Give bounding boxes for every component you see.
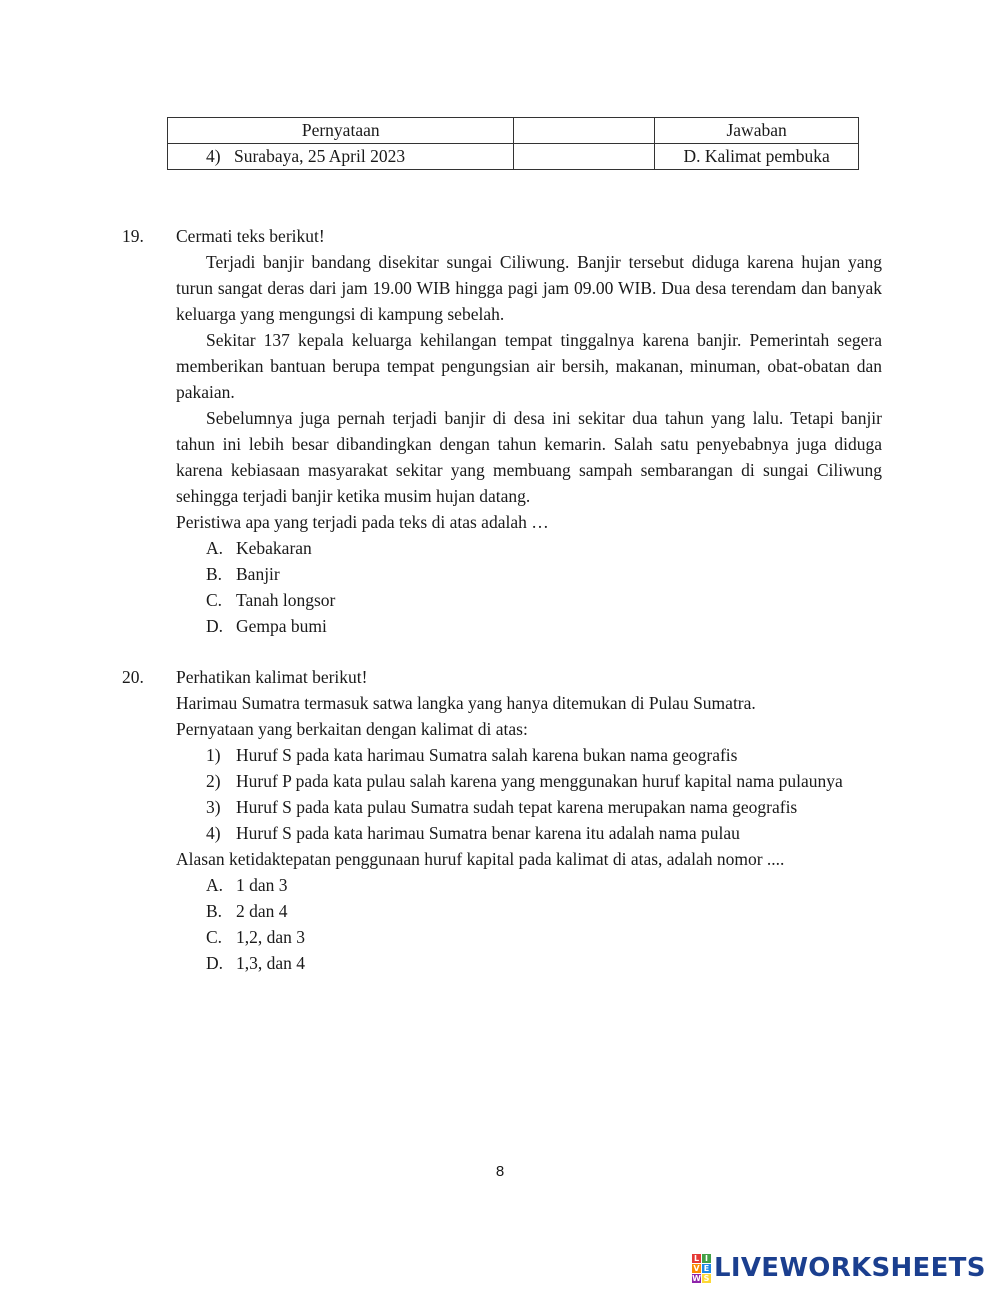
statement-label: 2) bbox=[206, 771, 221, 791]
question-number: 19. bbox=[122, 226, 144, 246]
question-prompt: Peristiwa apa yang terjadi pada teks di atas adalah … bbox=[176, 512, 549, 532]
option-label: D. bbox=[206, 616, 224, 636]
table-cell-answer-slot[interactable] bbox=[514, 144, 655, 170]
option-text: Gempa bumi bbox=[236, 616, 327, 636]
question-intro: Perhatikan kalimat berikut! bbox=[176, 667, 368, 687]
table-cell-statement bbox=[168, 144, 514, 170]
statement-item bbox=[206, 820, 882, 846]
option-label: B. bbox=[206, 564, 223, 584]
page-number: 8 bbox=[495, 1163, 505, 1180]
question-20 bbox=[122, 664, 882, 976]
example-sentence: Harimau Sumatra termasuk satwa langka yang hanya ditemukan di Pulau Sumatra. bbox=[176, 693, 756, 713]
option-label: A. bbox=[206, 875, 224, 895]
question-prompt: Alasan ketidaktepatan penggunaan huruf kapital pada kalimat di atas, adalah nomor .... bbox=[176, 849, 785, 869]
liveworksheets-mark-icon bbox=[692, 1254, 711, 1283]
statement-text: Huruf S pada kata harimau Sumatra salah karena bukan nama geografis bbox=[236, 745, 738, 765]
question-19 bbox=[122, 223, 882, 639]
answer-option[interactable] bbox=[206, 535, 882, 561]
answer-option[interactable] bbox=[206, 613, 882, 639]
answer-option[interactable] bbox=[206, 587, 882, 613]
logo-mark-cell: I bbox=[702, 1254, 711, 1263]
answer-option[interactable] bbox=[206, 561, 882, 587]
statements-lead: Pernyataan yang berkaitan dengan kalimat di atas: bbox=[176, 719, 528, 739]
question-intro: Cermati teks berikut! bbox=[176, 226, 325, 246]
option-label: B. bbox=[206, 901, 223, 921]
option-label: A. bbox=[206, 538, 224, 558]
table-cell-answer: D. Kalimat pembuka bbox=[655, 144, 859, 170]
option-label: C. bbox=[206, 590, 223, 610]
statement-label: 3) bbox=[206, 797, 221, 817]
answer-option[interactable] bbox=[206, 950, 882, 976]
statement-text: Huruf P pada kata pulau salah karena yang menggunakan huruf kapital nama pulaunya bbox=[236, 771, 843, 791]
option-text: 1,3, dan 4 bbox=[236, 953, 306, 973]
option-text: Banjir bbox=[236, 564, 280, 584]
question-body bbox=[176, 223, 882, 639]
passage-paragraph: Sekitar 137 kepala keluarga kehilangan tempat tinggalnya karena banjir. Pemerintah segera memberikan bantuan berupa tempat pengungsian air bersih, makanan, minuman, obat-obatan dan pakaian. bbox=[176, 330, 882, 402]
table-row-statement: Surabaya, 25 April 2023 bbox=[234, 146, 406, 166]
option-text: Tanah longsor bbox=[236, 590, 336, 610]
answer-option[interactable] bbox=[206, 872, 882, 898]
table-header-row bbox=[168, 118, 859, 144]
statement-text: Huruf S pada kata harimau Sumatra benar karena itu adalah nama pulau bbox=[236, 823, 740, 843]
logo-mark-cell: S bbox=[703, 1273, 710, 1283]
answer-option[interactable] bbox=[206, 898, 882, 924]
option-text: 1 dan 3 bbox=[236, 875, 288, 895]
statement-text: Huruf S pada kata pulau Sumatra sudah tepat karena merupakan nama geografis bbox=[236, 797, 798, 817]
statement-label: 1) bbox=[206, 745, 221, 765]
logo-mark-cell: E bbox=[703, 1263, 710, 1273]
answer-options bbox=[206, 872, 882, 976]
option-text: 1,2, dan 3 bbox=[236, 927, 306, 947]
statement-item bbox=[206, 768, 882, 794]
liveworksheets-logo[interactable] bbox=[692, 1253, 986, 1283]
statement-label: 4) bbox=[206, 823, 221, 843]
passage-paragraph: Sebelumnya juga pernah terjadi banjir di desa ini sekitar dua tahun yang lalu. Tetapi banjir tahun ini lebih besar dibandingkan dengan tahun kemarin. Salah satu penyebabnya juga diduga karena kebiasaan masyarakat sekitar yang membuang sampah sembarangan di sungai Ciliwung sehingga terjadi banjir ketika musim hujan datang. bbox=[176, 408, 882, 506]
table-header-blank bbox=[514, 118, 655, 144]
logo-mark-cell: W bbox=[692, 1273, 701, 1283]
table-header-answer: Jawaban bbox=[655, 118, 859, 144]
option-label: D. bbox=[206, 953, 224, 973]
option-text: Kebakaran bbox=[236, 538, 312, 558]
answer-options bbox=[206, 535, 882, 639]
statement-item bbox=[206, 794, 882, 820]
table-header-statement: Pernyataan bbox=[168, 118, 514, 144]
table-row bbox=[168, 144, 859, 170]
statement-item bbox=[206, 742, 882, 768]
answer-option[interactable] bbox=[206, 924, 882, 950]
passage-paragraph: Terjadi banjir bandang disekitar sungai Ciliwung. Banjir tersebut diduga karena hujan yang turun sangat deras dari jam 19.00 WIB hingga pagi jam 09.00 WIB. Dua desa terendam dan banyak keluarga yang mengungsi di kampung sebelah. bbox=[176, 252, 882, 324]
table-row-number: 4) bbox=[206, 146, 221, 166]
liveworksheets-wordmark: LIVEWORKSHEETS bbox=[714, 1253, 986, 1283]
logo-mark-cell: V bbox=[693, 1263, 700, 1273]
logo-mark-cell: L bbox=[693, 1253, 700, 1263]
question-body bbox=[176, 664, 882, 976]
option-text: 2 dan 4 bbox=[236, 901, 288, 921]
option-label: C. bbox=[206, 927, 223, 947]
statement-list bbox=[206, 742, 882, 846]
matching-table bbox=[167, 117, 859, 170]
question-number: 20. bbox=[122, 667, 144, 687]
